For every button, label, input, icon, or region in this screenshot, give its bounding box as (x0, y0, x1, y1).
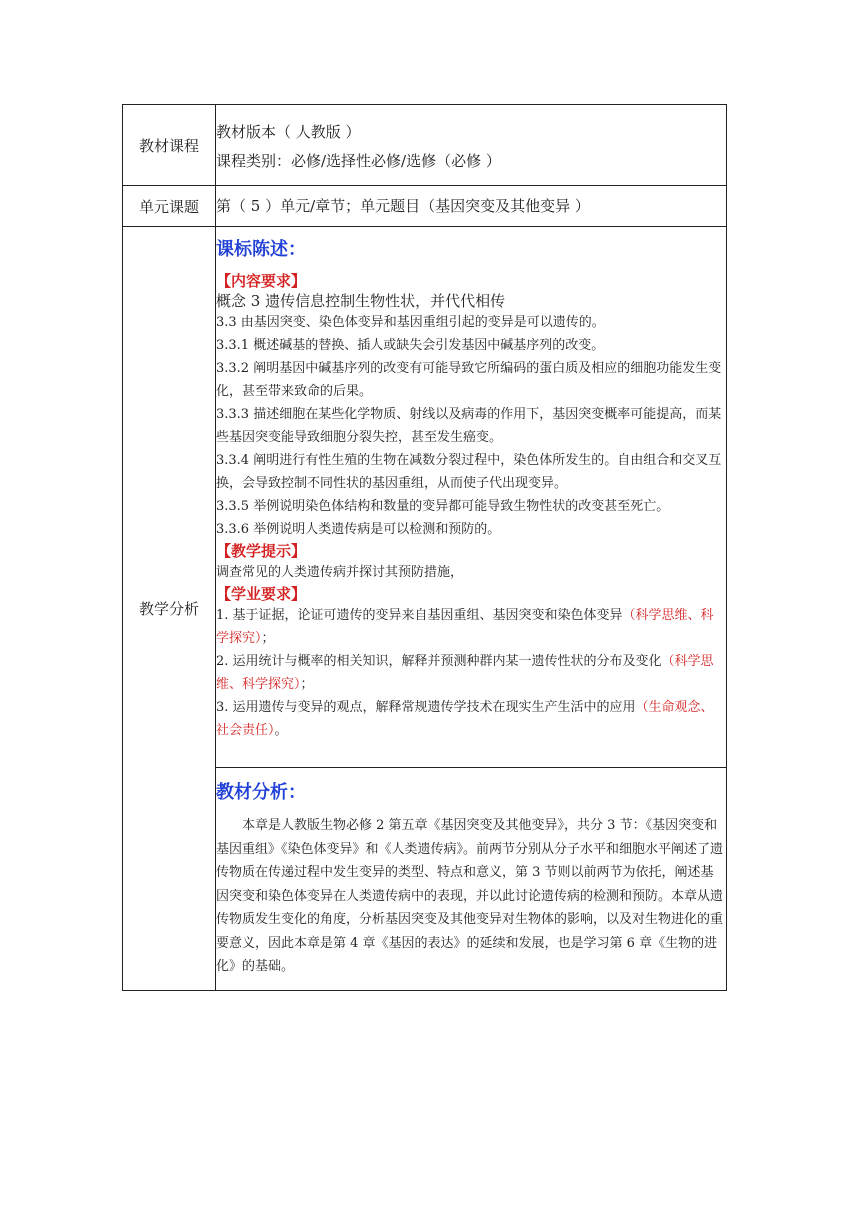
concept-statement: 概念 3 遗传信息控制生物性状，并代代相传 (216, 292, 506, 310)
requirement-text: 2. 运用统计与概率的相关知识，解释并预测种群内某一遗传性状的分布及变化 (216, 654, 662, 669)
standards-heading: 课标陈述： (216, 239, 306, 260)
course-content (216, 105, 727, 186)
competency-tag: （生命观念、社会责任） (216, 700, 714, 738)
competency-tag: （科学思维、科学探究） (216, 608, 714, 646)
standard-item: 3.3.4 阐明进行有性生殖的生物在减数分裂过程中，染色体所发生的。自由组合和交叉互换，会导致控制不同性状的基因重组，从而使子代出现变异。 (216, 453, 722, 491)
requirement-text: 3. 运用遗传与变异的观点，解释常规遗传学技术在现实生产生活中的应用 (216, 700, 636, 715)
textbook-version: 教材版本（ 人教版 ） (216, 123, 361, 141)
requirement-end: ； (261, 631, 275, 646)
textbook-analysis-paragraph: 本章是人教版生物必修 2 第五章《基因突变及其他变异》，共分 3 节：《基因突变和基因重组》《染色体变异》和《人类遗传病》。前两节分别从分子水平和细胞水平阐述了遗传物质在传递过程中发生变异的类型、特点和意义，第 3 节则以前两节为依托，阐述基因突变和染色体变异在人类遗传病中的表现，并以此讨论遗传病的检测和预防。本章从遗传物质发生变化的角度，分析基因突变及其他变异对生物体的影响，以及对生物进化的重要意义，因此本章是第 4 章《基因的表达》的延续和发展，也是学习第 6 章《生物的进化》的基础。 (216, 818, 724, 974)
content-requirements-heading: 【内容要求】 (216, 272, 307, 290)
unit-content (216, 186, 727, 227)
textbook-analysis-cell (216, 768, 727, 991)
academic-requirement (216, 604, 726, 650)
unit-label: 单元课题 (123, 186, 216, 227)
requirement-text: 1. 基于证据，论证可遗传的变异来自基因重组、基因突变和染色体变异 (216, 608, 623, 623)
standard-item: 3.3.3 描述细胞在某些化学物质、射线以及病毒的作用下，基因突变概率可能提高，而某些基因突变能导致细胞分裂失控，甚至发生癌变。 (216, 407, 722, 445)
standard-item: 3.3.1 概述碱基的替换、插人或缺失会引发基因中碱基序列的改变。 (216, 338, 605, 353)
lesson-plan-table (122, 104, 727, 991)
academic-requirement (216, 650, 726, 696)
standard-item: 3.3 由基因突变、染色体变异和基因重组引起的变异是可以遗传的。 (216, 315, 605, 330)
course-row (123, 105, 727, 186)
course-label: 教材课程 (123, 105, 216, 186)
unit-row (123, 186, 727, 227)
requirement-end: 。 (274, 723, 288, 738)
standard-item: 3.3.6 举例说明人类遗传病是可以检测和预防的。 (216, 522, 501, 537)
textbook-analysis-heading: 教材分析： (216, 782, 306, 803)
academic-requirements-heading: 【学业要求】 (216, 585, 307, 603)
teaching-tips-heading: 【教学提示】 (216, 542, 307, 560)
unit-title: 第（ 5 ）单元/章节；单元题目（基因突变及其他变异 ） (216, 197, 590, 215)
standard-item: 3.3.2 阐明基因中碱基序列的改变有可能导致它所编码的蛋白质及相应的细胞功能发生变化，甚至带来致命的后果。 (216, 361, 722, 399)
competency-tag: （科学思维、科学探究） (216, 654, 714, 692)
analysis-row-standards (123, 227, 727, 768)
teaching-tip: 调查常见的人类遗传病并探讨其预防措施， (216, 565, 464, 580)
academic-requirement (216, 696, 726, 744)
standards-cell (216, 227, 727, 768)
standard-item: 3.3.5 举例说明染色体结构和数量的变异都可能导致生物性状的改变甚至死亡。 (216, 499, 670, 514)
course-category: 课程类别：必修/选择性必修/选修（必修 ） (216, 152, 501, 170)
analysis-label: 教学分析 (123, 227, 216, 991)
requirement-end: ； (300, 677, 314, 692)
